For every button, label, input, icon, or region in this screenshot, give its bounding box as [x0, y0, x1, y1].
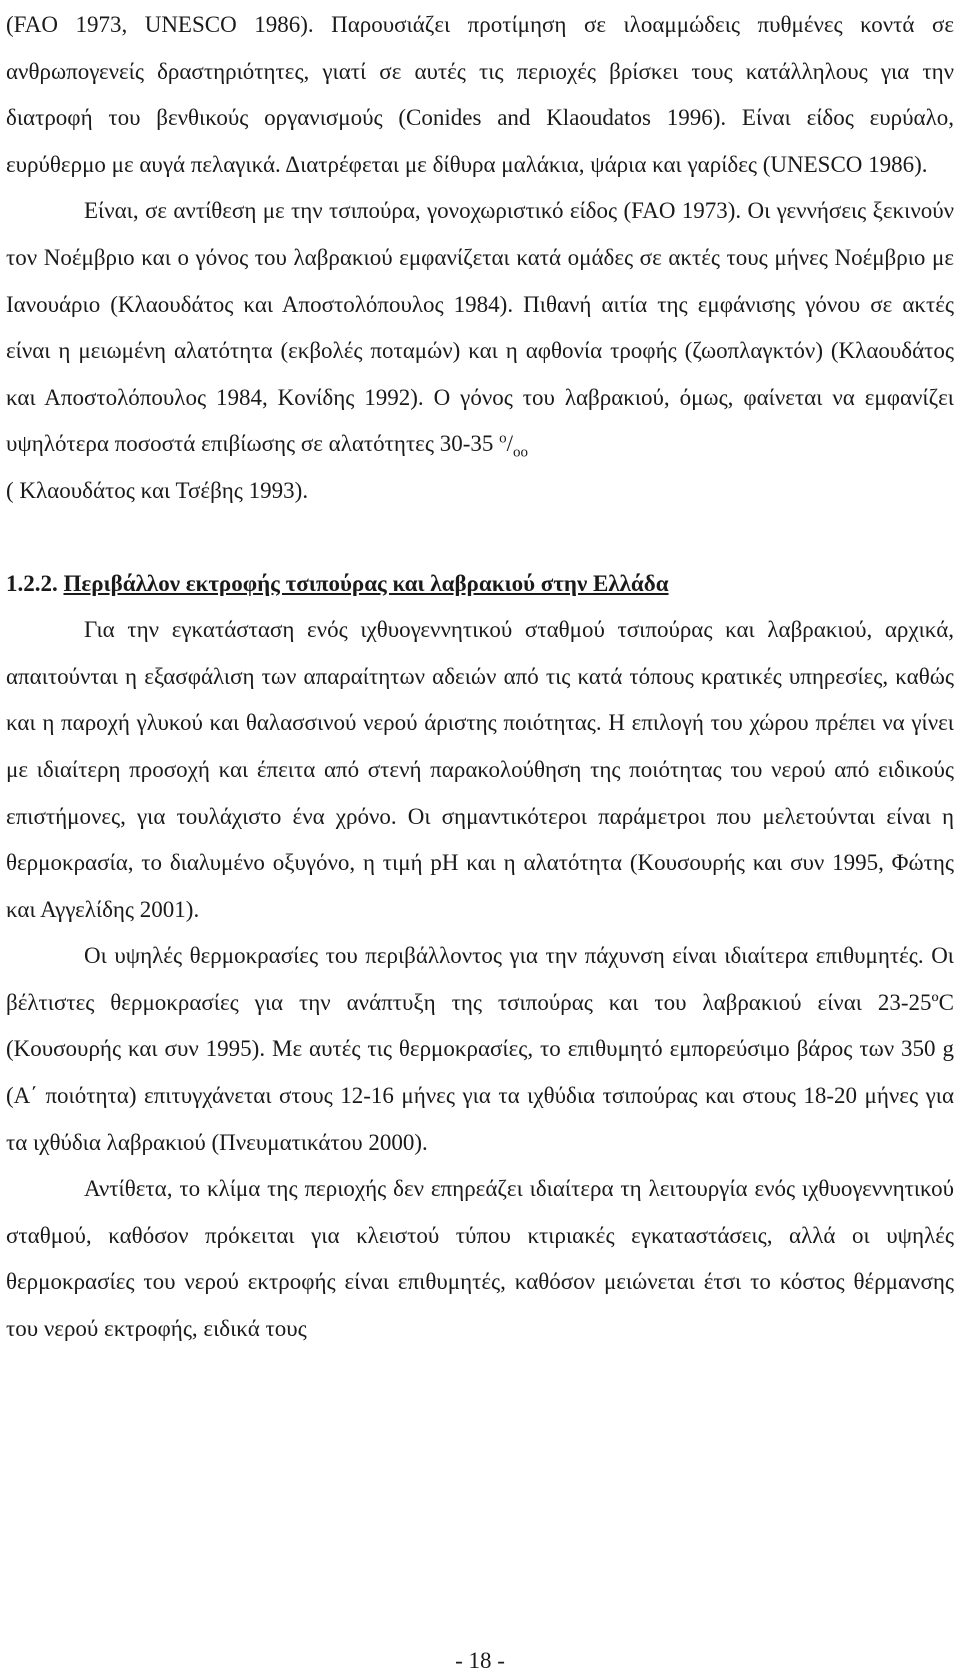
salinity-unit-subscript: οο [513, 444, 528, 461]
section-title: Περιβάλλον εκτροφής τσιπούρας και λαβρακιού στην Ελλάδα [63, 570, 669, 596]
section-heading [6, 561, 954, 608]
paragraph-temperatures: Οι υψηλές θερμοκρασίες του περιβάλλοντος για την πάχυνση είναι ιδιαίτερα επιθυμητές. Οι βέλτιστες θερμοκρασίες για την ανάπτυξη της τσιπούρας και του λαβρακιού είναι 23-25ºC (Κουσουρής και συν 1995). Με αυτές τις θερμοκρασίες, το επιθυμητό εμπορεύσιμο βάρος των 350 g (Α΄ ποιότητα) επιτυγχάνεται στους 12-16 μήνες για τα ιχθύδια τσιπούρας και στους 18-20 μήνες για τα ιχθύδια λαβρακιού (Πνευματικάτου 2000). [6, 943, 954, 1155]
paragraph-climate: Αντίθετα, το κλίμα της περιοχής δεν επηρεάζει ιδιαίτερα τη λειτουργία ενός ιχθυογεννητικού σταθμού, καθόσον πρόκειται για κλειστού τύπου κτιριακές εγκαταστάσεις, αλλά οι υψηλές θερμοκρασίες του νερού εκτροφής είναι επιθυμητές, καθόσον μειώνεται έτσι το κόστος θέρμανσης του νερού εκτροφής, ειδικά τους [6, 1176, 954, 1342]
paragraph-text: Είναι, σε αντίθεση με την τσιπούρα, γονοχωριστικό είδος (FAO 1973). Οι γεννήσεις ξεκινούν τον Νοέμβριο και ο γόνος του λαβρακιού εμφανίζεται κατά ομάδες σε ακτές τους μήνες Νοέμβριο με Ιανουάριο (Κλαουδάτος και Αποστολόπουλος 1984). Πιθανή αιτία της εμφάνισης γόνου σε ακτές είναι η μειωμένη αλατότητα (εκβολές ποταμών) και η αφθονία τροφής (ζωοπλαγκτόν) (Κλαουδάτος και Αποστολόπουλος 1984, Κονίδης 1992). Ο γόνος του λαβρακιού, όμως, φαίνεται να εμφανίζει υψηλότερα ποσοστά επιβίωσης σε αλατότητες 30-35 [6, 198, 954, 457]
paragraph-sea-bass-reproduction [6, 188, 954, 514]
paragraph-text-end: ( Κλαουδάτος και Τσέβης 1993). [6, 477, 309, 503]
salinity-unit-superscript: ο [499, 430, 507, 447]
salinity-unit-slash: / [506, 431, 513, 457]
section-number: 1.2.2. [6, 570, 58, 596]
page-number: - 18 - [455, 1648, 505, 1673]
paragraph-sea-bass-habitat: (FAO 1973, UNESCO 1986). Παρουσιάζει προτίμηση σε ιλοαμμώδεις πυθμένες κοντά σε ανθρωπογενείς δραστηριότητες, γιατί σε αυτές τις περιοχές βρίσκει τους κατάλληλους για την διατροφή του βενθικούς οργανισμούς (Conides and Klaoudatos 1996). Είναι είδος ευρύαλο, ευρύθερμο με αυγά πελαγικά. Διατρέφεται με δίθυρα μαλάκια, ψάρια και γαρίδες (UNESCO 1986). [6, 12, 954, 177]
paragraph-hatchery-requirements: Για την εγκατάσταση ενός ιχθυογεννητικού σταθμού τσιπούρας και λαβρακιού, αρχικά, απαιτούνται η εξασφάλιση των απαραίτητων αδειών από τις κατά τόπους κρατικές υπηρεσίες, καθώς και η παροχή γλυκού και θαλασσινού νερού άριστης ποιότητας. Η επιλογή του χώρου πρέπει να γίνει με ιδιαίτερη προσοχή και έπειτα από στενή παρακολούθηση της ποιότητας του νερού από ειδικούς επιστήμονες, για τουλάχιστο ένα χρόνο. Οι σημαντικότεροι παράμετροι που μελετούνται είναι η θερμοκρασία, το διαλυμένο οξυγόνο, η τιμή pH και η αλατότητα (Κουσουρής και συν 1995, Φώτης και Αγγελίδης 2001). [6, 617, 954, 922]
page-content [0, 2, 960, 1353]
